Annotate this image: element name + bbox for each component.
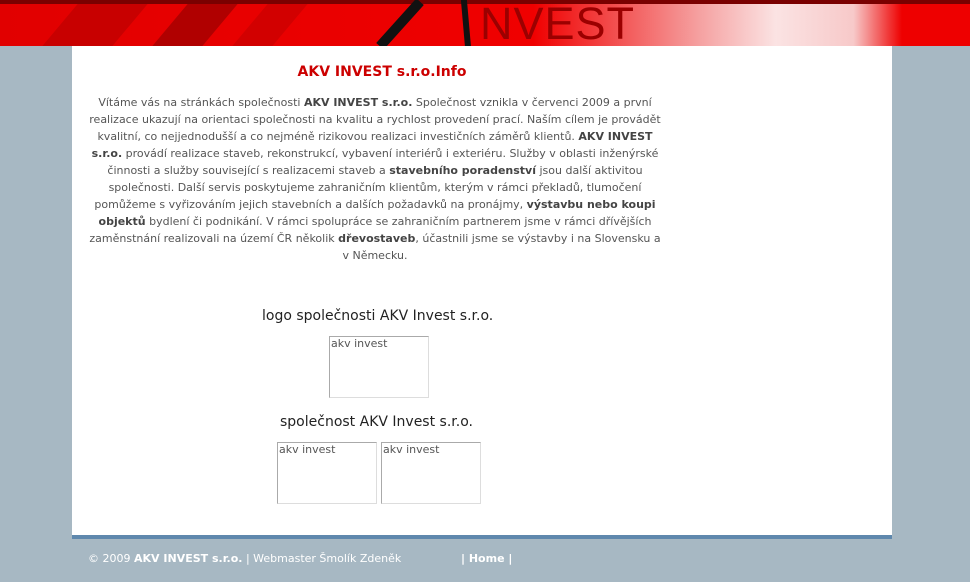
intro-bold-term: výstavbu nebo koupi objektů xyxy=(98,198,656,228)
webmaster-text: | Webmaster Šmolík Zdeněk xyxy=(242,552,402,565)
footer xyxy=(88,552,513,565)
header-banner xyxy=(0,0,970,46)
intro-bold-term: stavebního poradenství xyxy=(389,164,536,177)
logo-letter-a-stroke xyxy=(460,0,471,46)
copyright-text: © 2009 xyxy=(88,552,134,565)
intro-text-part: Společnost vznikla v červenci 2009 a první realizace ukazují na orientaci společnosti na kvalitu a rychlost provedení prací. Naším cílem je provádět kvalitní, co nejjednodušší a co nejméně rizikovou realizaci investičních záměrů klientů. xyxy=(89,96,661,143)
company-caption: společnost AKV Invest s.r.o. xyxy=(280,414,473,430)
intro-text xyxy=(86,94,664,264)
intro-bold-company: AKV INVEST s.r.o. xyxy=(303,96,413,109)
intro-bold-company: AKV INVEST s.r.o. xyxy=(91,130,653,160)
logo-text: NVEST xyxy=(480,0,636,46)
logo-letter-a-stroke xyxy=(376,0,424,46)
company-image: akv invest xyxy=(277,442,377,504)
page-title: AKV INVEST s.r.o.Info xyxy=(297,64,467,80)
footer-divider xyxy=(72,535,892,539)
intro-text-part: Vítáme vás na stránkách společnosti xyxy=(98,96,304,109)
intro-text-part: jsou další aktivitou společnosti. Další servis poskytujeme zahraničním klientům, kterým v rámci překladů, tlumočení pomůžeme s vyřizováním jejich stavebních a dalších požadavků na pronájmy, xyxy=(94,164,643,211)
logo-caption: logo společnosti AKV Invest s.r.o. xyxy=(262,308,494,324)
banner-stripe xyxy=(152,4,237,46)
banner-stripe xyxy=(42,4,147,46)
intro-bold-term: dřevostaveb xyxy=(338,232,416,245)
main-content xyxy=(72,46,892,535)
logo-image: akv invest xyxy=(329,336,429,398)
intro-text-part: provádí realizace staveb, rekonstrukcí, vybavení interiérů i exteriéru. Služby v oblasti inženýrské činnosti a služby související s realizacemi staveb a xyxy=(107,147,659,177)
home-link[interactable]: | Home | xyxy=(461,552,513,565)
intro-text-part: bydlení či podnikání. V rámci spolupráce se zahraničním partnerem jsme v rámci dřívějších zaměnstnání realizovali na území ČR několik xyxy=(89,215,652,245)
footer-company: AKV INVEST s.r.o. xyxy=(134,552,243,565)
company-image: akv invest xyxy=(381,442,481,504)
banner-stripe xyxy=(232,4,307,46)
intro-text-part: , účastnili jsme se výstavby i na Slovensku a v Německu. xyxy=(342,232,661,262)
